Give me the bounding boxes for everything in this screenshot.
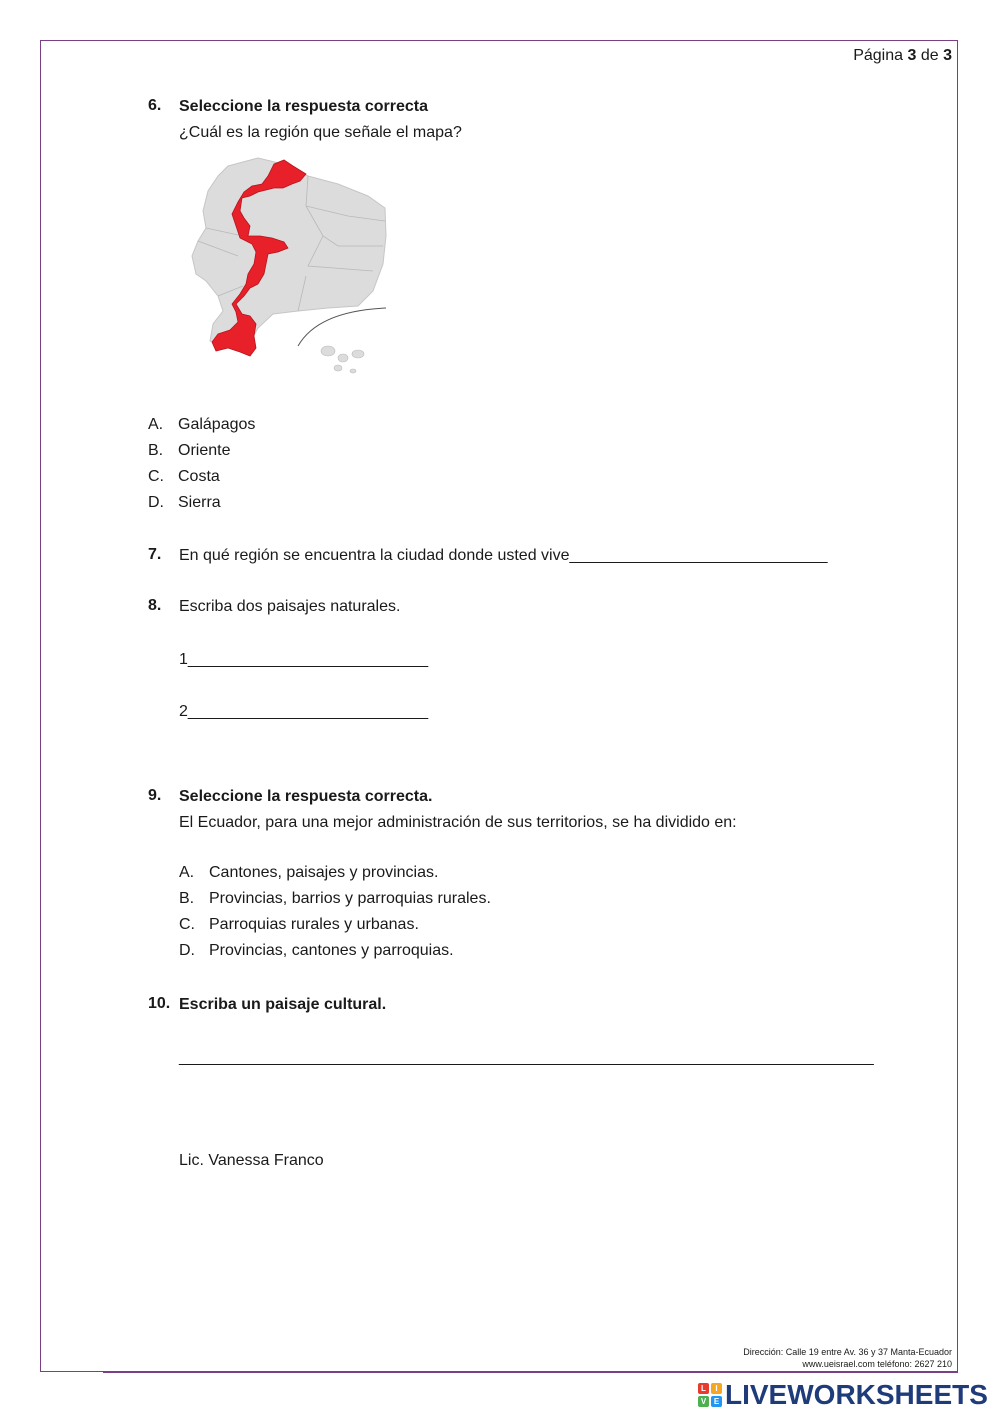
coast-arc bbox=[298, 308, 386, 346]
q9-question: El Ecuador, para una mejor administración de sus territorios, se ha dividido en: bbox=[179, 814, 737, 831]
q6-option-c[interactable]: C. Costa bbox=[148, 468, 220, 485]
q6-option-a[interactable]: A. Galápagos bbox=[148, 416, 256, 433]
ecuador-map bbox=[188, 146, 388, 386]
q9-option-a[interactable]: A. Cantones, paisajes y provincias. bbox=[179, 864, 439, 881]
q6-title: Seleccione la respuesta correcta bbox=[179, 98, 429, 115]
q9-number: 9. bbox=[148, 787, 162, 804]
q6-option-d[interactable]: D. Sierra bbox=[148, 494, 221, 511]
ecuador-map-base bbox=[192, 158, 386, 346]
q9-title: Seleccione la respuesta correcta. bbox=[179, 788, 433, 805]
q7-number: 7. bbox=[148, 546, 162, 563]
footer-address: Dirección: Calle 19 entre Av. 36 y 37 Manta-Ecuador bbox=[743, 1347, 952, 1357]
page-number: Página 3 de 3 bbox=[853, 47, 952, 64]
page-border bbox=[40, 40, 958, 1372]
footer-web-phone: www.ueisrael.com teléfono: 2627 210 bbox=[802, 1359, 952, 1369]
q9-option-d[interactable]: D. Provincias, cantones y parroquias. bbox=[179, 942, 454, 959]
q10-title: Escriba un paisaje cultural. bbox=[179, 996, 387, 1013]
q8-answer-line-1[interactable]: 1___________________________ bbox=[179, 651, 429, 668]
galapagos-islands bbox=[321, 346, 364, 373]
liveworksheets-logo[interactable] bbox=[698, 1378, 988, 1412]
q6-number: 6. bbox=[148, 97, 162, 114]
liveworksheets-cube-icon: L I V E bbox=[698, 1383, 722, 1407]
q10-answer-line[interactable]: __________________________________________________________________________________ bbox=[179, 1049, 874, 1066]
q9-option-b[interactable]: B. Provincias, barrios y parroquias rurales. bbox=[179, 890, 491, 907]
q6-option-b[interactable]: B. Oriente bbox=[148, 442, 231, 459]
q7-text-with-answer-line[interactable]: En qué región se encuentra la ciudad donde usted vive_____________________________ bbox=[179, 547, 828, 564]
q10-number: 10. bbox=[148, 995, 171, 1012]
footer-divider bbox=[103, 1372, 958, 1373]
q8-answer-line-2[interactable]: 2___________________________ bbox=[179, 703, 429, 720]
q9-option-c[interactable]: C. Parroquias rurales y urbanas. bbox=[179, 916, 419, 933]
q6-question: ¿Cuál es la región que señale el mapa? bbox=[179, 124, 462, 141]
liveworksheets-wordmark: LIVEWORKSHEETS bbox=[725, 1379, 988, 1410]
teacher-signature: Lic. Vanessa Franco bbox=[179, 1152, 324, 1169]
q8-text: Escriba dos paisajes naturales. bbox=[179, 598, 401, 615]
q8-number: 8. bbox=[148, 597, 162, 614]
